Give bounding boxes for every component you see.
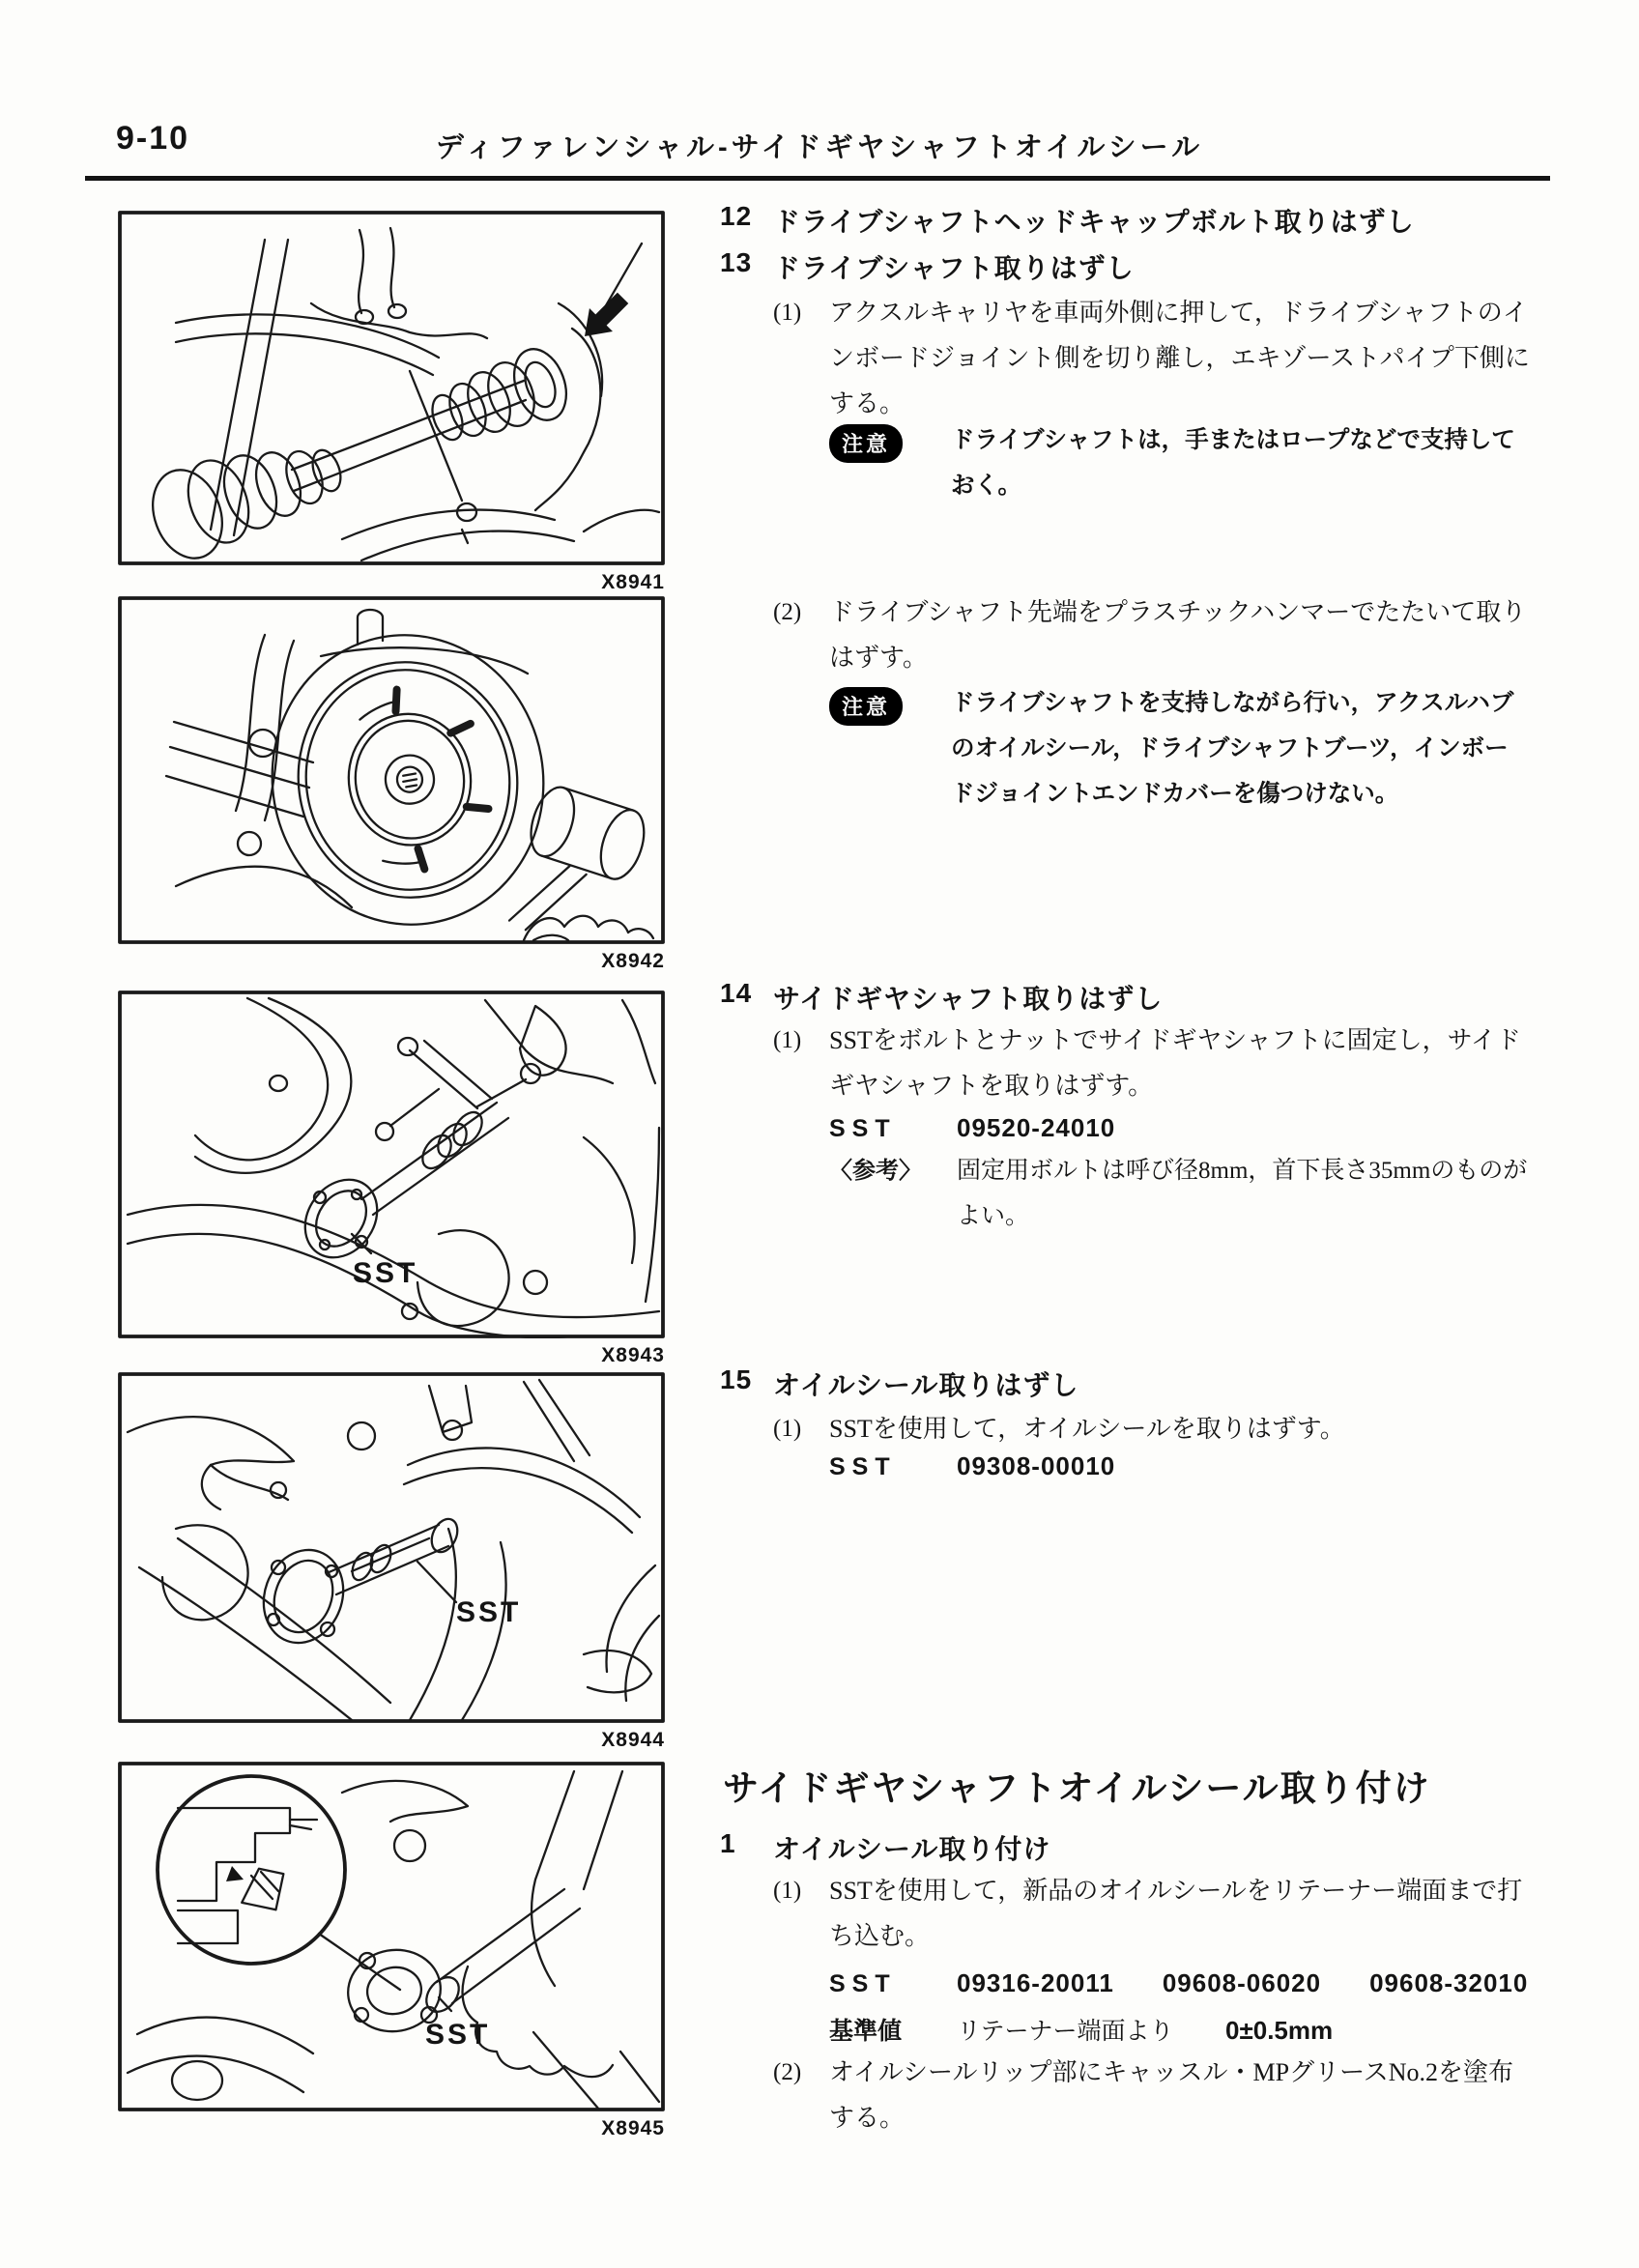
figure-seal-install-inset <box>118 1762 665 2140</box>
install-sst-row <box>829 1968 1576 1998</box>
sst-slide-hammer-illustration <box>118 1372 665 1723</box>
step-14-substep-1 <box>773 1018 1537 1108</box>
substep-number: (2) <box>773 2059 802 2085</box>
step-title: ドライブシャフトヘッドキャップボルト取りはずし <box>773 207 1415 237</box>
step-14-reference <box>829 1148 1537 1239</box>
sst-callout: SST <box>456 1596 522 1628</box>
step-number: 13 <box>720 247 753 277</box>
page-number: 9-10 <box>116 120 190 157</box>
sst-callout: SST <box>353 1257 418 1289</box>
step-title: オイルシール取り付け <box>773 1834 1051 1864</box>
caution-note-2 <box>829 680 1531 817</box>
standard-value: 0±0.5mm <box>1225 2016 1334 2045</box>
installation-section-title: サイドギヤシャフトオイルシール取り付け <box>723 1768 1431 1808</box>
reference-label: 〈参考〉 <box>829 1158 922 1184</box>
figure-sst-side-gear-shaft <box>118 990 665 1367</box>
figure-code: X8941 <box>601 571 665 593</box>
step-title: サイドギヤシャフト取りはずし <box>773 984 1164 1014</box>
caution-text: ドライブシャフトは，手またはロープなどで支持しておく。 <box>951 427 1515 499</box>
figure-code: X8945 <box>601 2117 665 2139</box>
sst-number: 09520-24010 <box>957 1113 1116 1142</box>
step-number: 12 <box>720 201 753 231</box>
sst-number: 09608-06020 <box>1162 1968 1322 1997</box>
caution-badge: 注意 <box>829 424 903 463</box>
step-12-heading <box>720 201 1415 240</box>
install-step-1-heading <box>720 1828 1050 1867</box>
sst-callout: SST <box>425 2019 491 2051</box>
sst-puller-illustration <box>118 990 665 1338</box>
figure-driveshaft-removal <box>118 211 665 594</box>
step-title: オイルシール取りはずし <box>773 1370 1079 1400</box>
sst-label: SST <box>829 1453 897 1480</box>
step-15-substep-1 <box>773 1406 1537 1451</box>
step-number: 14 <box>720 978 753 1008</box>
substep-number: (1) <box>773 1416 802 1442</box>
step-14-heading <box>720 978 1163 1017</box>
step-13-substep-2 <box>773 589 1537 680</box>
substep-number: (2) <box>773 599 802 625</box>
substep-text: SSTをボルトとナットでサイドギヤシャフトに固定し，サイドギヤシャフトを取りはずす。 <box>829 1026 1521 1100</box>
step-number: 1 <box>720 1828 736 1858</box>
sst-number: 09608-32010 <box>1369 1968 1529 1997</box>
standard-label: 基準値 <box>829 2018 903 2045</box>
hub-hammer-illustration <box>118 596 665 944</box>
figure-sst-oil-seal-puller <box>118 1372 665 1752</box>
install-substep-2 <box>773 2050 1537 2140</box>
install-standard-row <box>829 2012 1333 2047</box>
sst-number: 09308-00010 <box>957 1451 1116 1480</box>
step-15-sst-row <box>829 1451 1164 1481</box>
caution-text: ドライブシャフトを支持しながら行い，アクスルハブのオイルシール，ドライブシャフトブーツ，インボードジョイントエンドカバーを傷つけない。 <box>951 690 1514 807</box>
substep-text: SSTを使用して，新品のオイルシールをリテーナー端面まで打ち込む。 <box>829 1877 1523 1950</box>
figure-code: X8942 <box>601 950 665 972</box>
caution-note-1 <box>829 417 1531 508</box>
substep-number: (1) <box>773 300 802 326</box>
sst-label: SST <box>829 1115 897 1142</box>
reference-text: 固定用ボルトは呼び径8mm，首下長さ35mmのものがよい。 <box>957 1158 1528 1229</box>
substep-text: オイルシールリップ部にキャッスル・MPグリースNo.2を塗布する。 <box>829 2058 1514 2132</box>
driveshaft-illustration <box>118 211 665 565</box>
step-13-heading <box>720 247 1135 286</box>
step-title: ドライブシャフト取りはずし <box>773 253 1135 283</box>
header-title: ディファレンシャル-サイドギヤシャフトオイルシール <box>435 132 1204 163</box>
figure-code: X8943 <box>601 1344 665 1366</box>
step-14-sst-row <box>829 1113 1164 1143</box>
substep-number: (1) <box>773 1027 802 1053</box>
substep-text: ドライブシャフト先端をプラスチックハンマーでたたいて取りはずす。 <box>829 598 1527 672</box>
header-rule <box>85 176 1550 181</box>
substep-text: アクスルキャリヤを車両外側に押して，ドライブシャフトのインボードジョイント側を切り離し，エキゾーストパイプ下側にする。 <box>829 299 1530 417</box>
sst-number: 09316-20011 <box>957 1968 1114 1997</box>
figure-hub-hammer <box>118 596 665 973</box>
standard-text: リテーナー端面より <box>957 2018 1174 2045</box>
seal-install-illustration <box>118 1762 665 2111</box>
caution-badge: 注意 <box>829 687 903 726</box>
substep-number: (1) <box>773 1878 802 1904</box>
step-13-substep-1 <box>773 290 1537 426</box>
step-15-heading <box>720 1364 1078 1403</box>
substep-text: SSTを使用して，オイルシールを取りはずす。 <box>829 1415 1345 1443</box>
install-substep-1 <box>773 1868 1537 1959</box>
step-number: 15 <box>720 1364 753 1394</box>
sst-label: SST <box>829 1970 897 1997</box>
figure-code: X8944 <box>601 1729 665 1751</box>
